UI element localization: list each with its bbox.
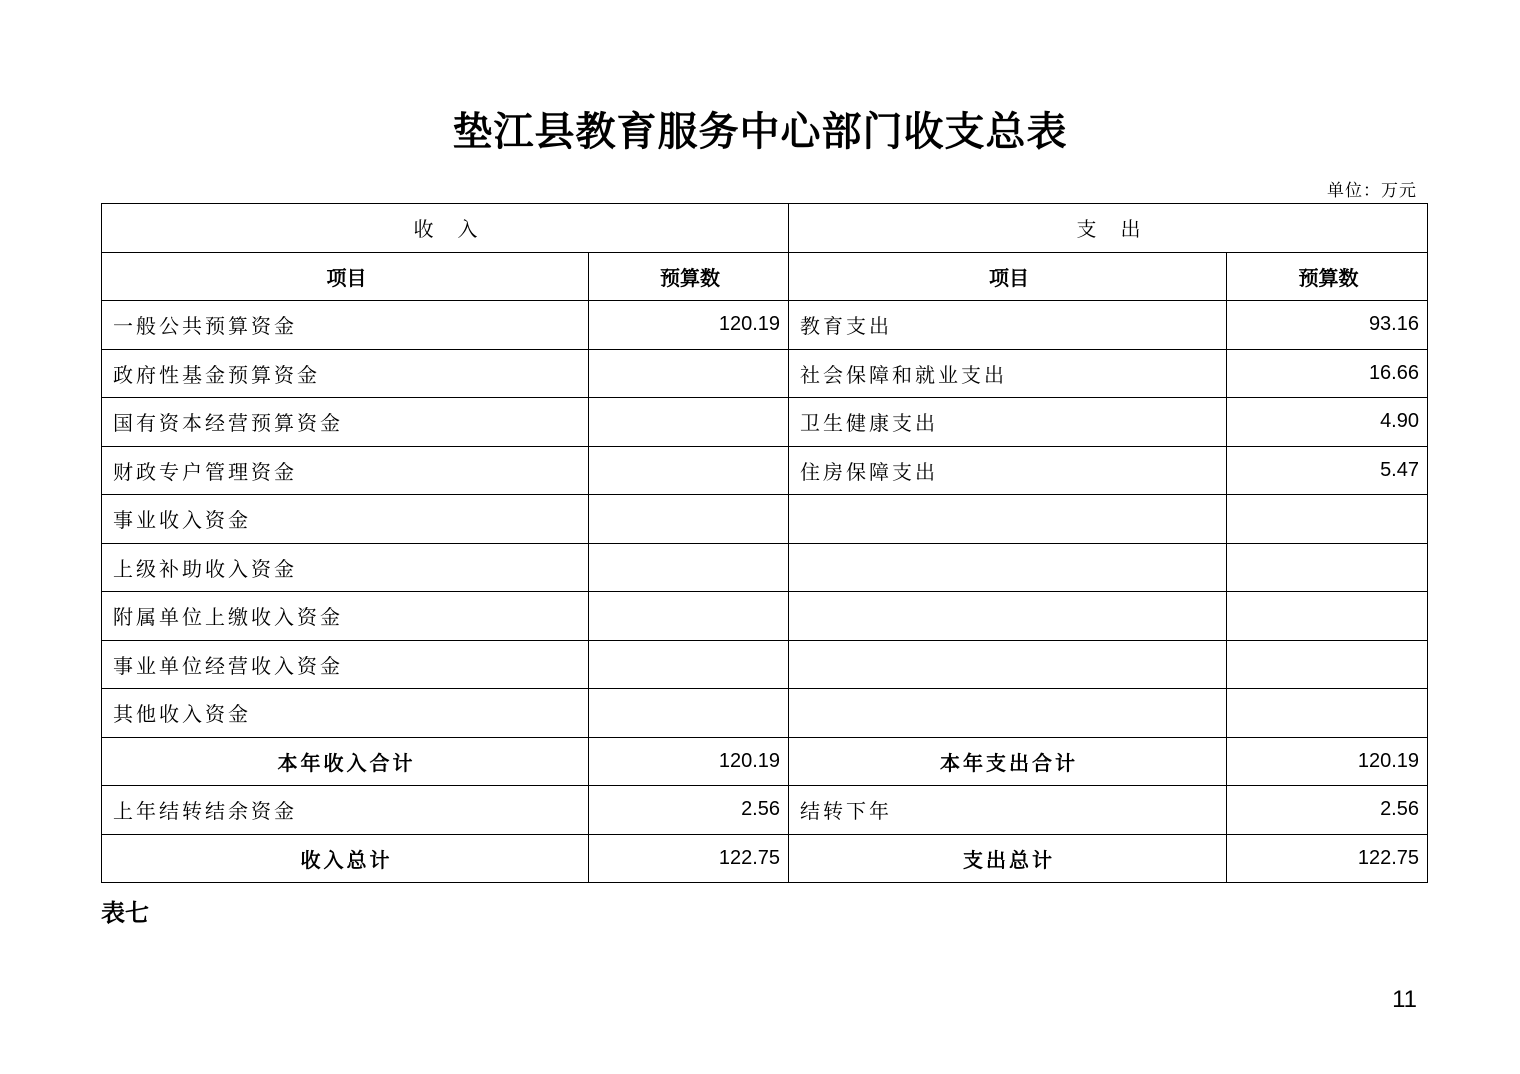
income-amount [589,398,789,447]
expense-amount [1227,495,1428,544]
income-grand-total-label: 收入总计 [102,834,589,883]
annual-income-total-amount: 120.19 [589,737,789,786]
income-item: 事业收入资金 [102,495,589,544]
column-header-row [102,252,1428,301]
carryover-expense-amount: 2.56 [1227,786,1428,835]
annual-expense-total-amount: 120.19 [1227,737,1428,786]
expense-item [789,592,1227,641]
table-number-label: 表七 [101,899,149,927]
budget-summary-table [101,203,1428,883]
section-header-row [102,204,1428,253]
income-amount [589,592,789,641]
income-amount: 120.19 [589,301,789,350]
expense-item [789,543,1227,592]
expense-amount: 5.47 [1227,446,1428,495]
table-row [102,446,1428,495]
income-item: 财政专户管理资金 [102,446,589,495]
income-section-header: 收 入 [102,204,789,253]
carryover-income-label: 上年结转结余资金 [102,786,589,835]
income-amount [589,446,789,495]
expense-item [789,689,1227,738]
expense-item: 卫生健康支出 [789,398,1227,447]
table-row [102,301,1428,350]
expense-item [789,640,1227,689]
income-amount [589,495,789,544]
expense-item: 教育支出 [789,301,1227,350]
page-number: 11 [1392,986,1417,1013]
carryover-row [102,786,1428,835]
expense-amount: 93.16 [1227,301,1428,350]
table-row [102,398,1428,447]
income-item: 上级补助收入资金 [102,543,589,592]
expense-amount: 16.66 [1227,349,1428,398]
table-row [102,689,1428,738]
income-amount [589,689,789,738]
unit-label: 单位：万元 [1327,181,1417,201]
column-header-income-item: 项目 [102,252,589,301]
expense-grand-total-amount: 122.75 [1227,834,1428,883]
column-header-expense-budget: 预算数 [1227,252,1428,301]
income-item: 其他收入资金 [102,689,589,738]
grand-total-row [102,834,1428,883]
table-row [102,592,1428,641]
income-item: 国有资本经营预算资金 [102,398,589,447]
annual-income-total-label: 本年收入合计 [102,737,589,786]
expense-item [789,495,1227,544]
expense-amount [1227,640,1428,689]
carryover-income-amount: 2.56 [589,786,789,835]
column-header-expense-item: 项目 [789,252,1227,301]
income-item: 附属单位上缴收入资金 [102,592,589,641]
income-grand-total-amount: 122.75 [589,834,789,883]
table-row [102,495,1428,544]
expense-grand-total-label: 支出总计 [789,834,1227,883]
table-row [102,349,1428,398]
income-item: 政府性基金预算资金 [102,349,589,398]
column-header-income-budget: 预算数 [589,252,789,301]
carryover-expense-label: 结转下年 [789,786,1227,835]
expense-item: 社会保障和就业支出 [789,349,1227,398]
expense-item: 住房保障支出 [789,446,1227,495]
table-row [102,543,1428,592]
income-amount [589,640,789,689]
income-item: 事业单位经营收入资金 [102,640,589,689]
income-amount [589,349,789,398]
table-row [102,640,1428,689]
annual-total-row [102,737,1428,786]
page-title: 垫江县教育服务中心部门收支总表 [452,108,1068,155]
expense-amount [1227,592,1428,641]
annual-expense-total-label: 本年支出合计 [789,737,1227,786]
expense-amount: 4.90 [1227,398,1428,447]
income-item: 一般公共预算资金 [102,301,589,350]
expense-section-header: 支 出 [789,204,1428,253]
expense-amount [1227,543,1428,592]
expense-amount [1227,689,1428,738]
income-amount [589,543,789,592]
